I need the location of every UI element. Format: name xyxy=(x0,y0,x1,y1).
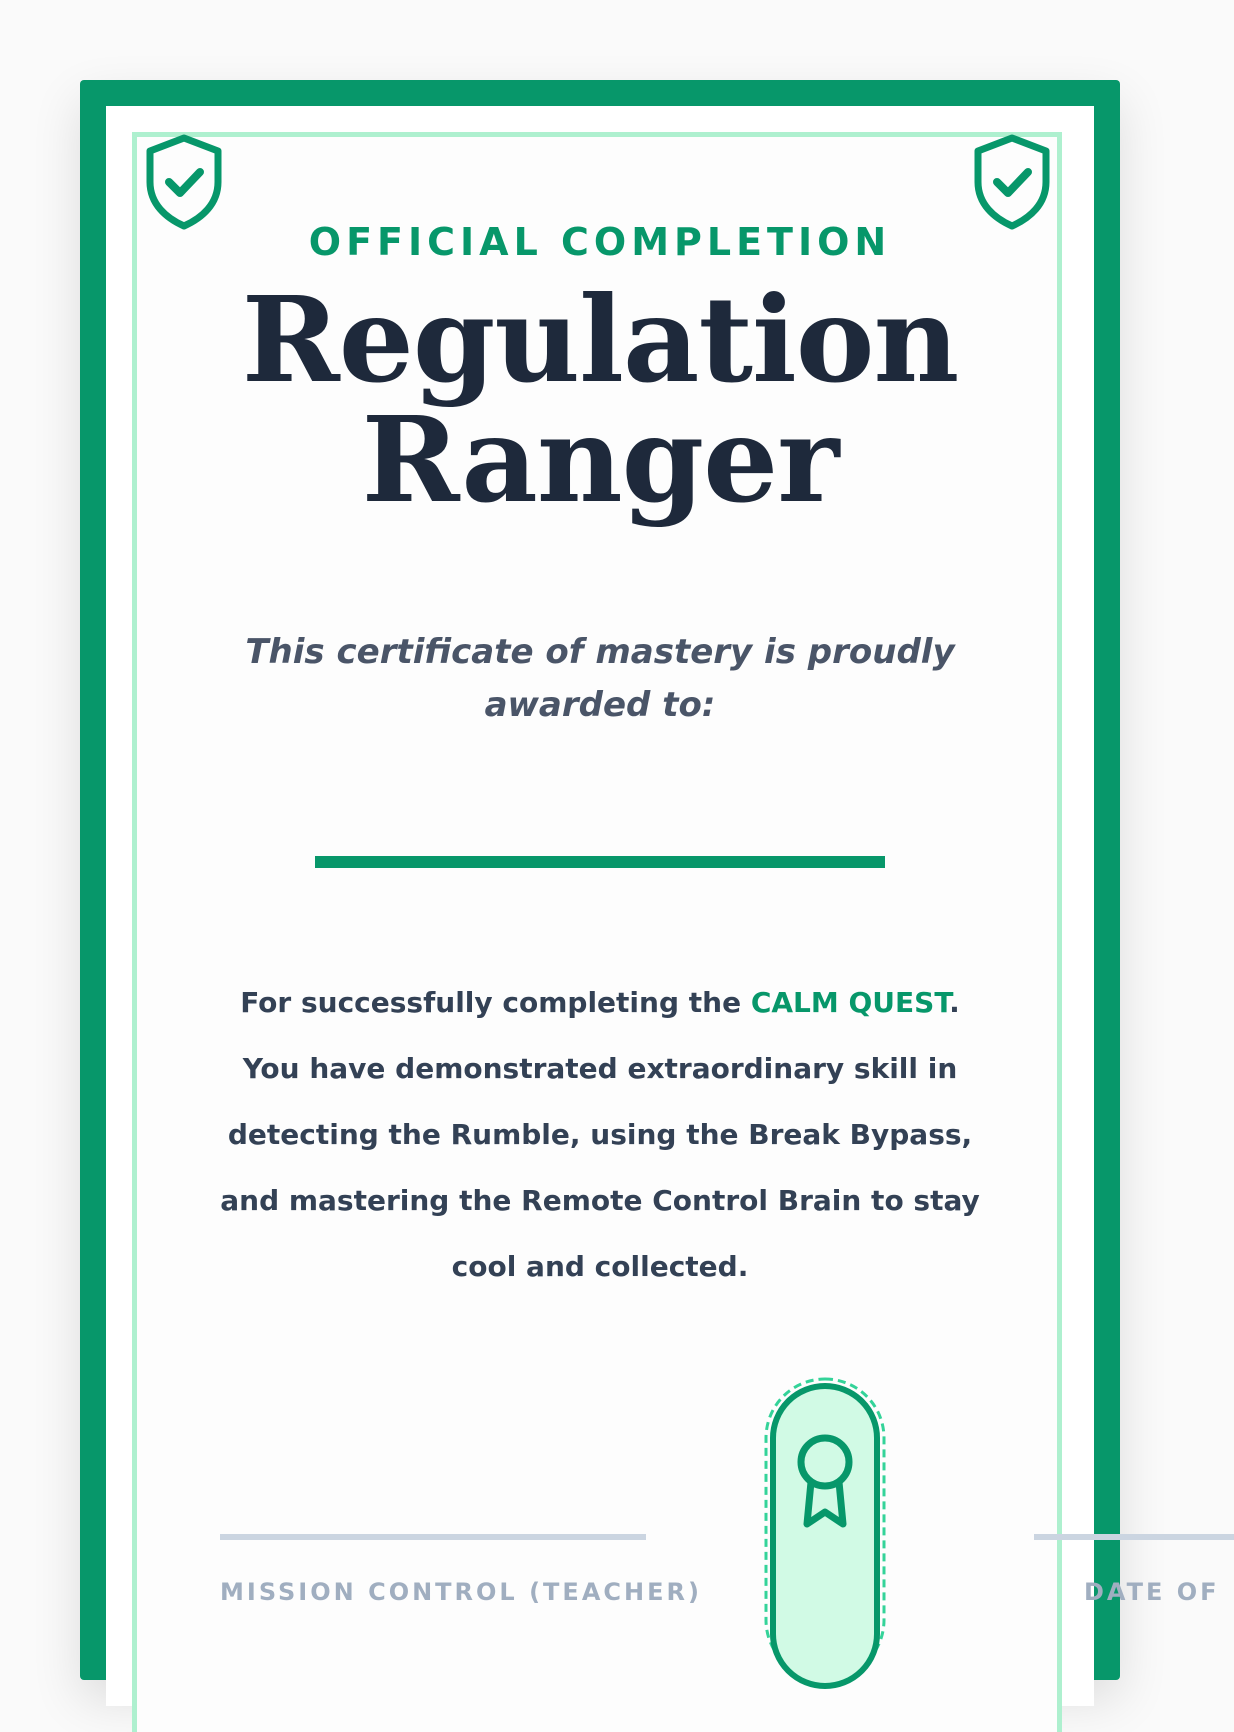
certificate-border xyxy=(80,80,1120,1680)
shield-check-icon xyxy=(970,132,1054,232)
quest-name: CALM QUEST xyxy=(750,986,950,1019)
certificate-body xyxy=(210,970,990,1300)
title-line-1: Regulation xyxy=(241,270,959,409)
certificate-eyebrow: OFFICIAL COMPLETION xyxy=(308,220,892,264)
award-ribbon-icon xyxy=(763,1376,887,1676)
shield-check-icon xyxy=(142,132,226,232)
date-signature-line xyxy=(1034,1534,1234,1540)
body-suffix: . You have demonstrated extraordinary skill in detecting the Rumble, using the Break Bypass, and mastering the Remote Control Brain to stay cool and collected. xyxy=(220,986,980,1283)
title-line-2: Ranger xyxy=(361,390,839,529)
certificate-title xyxy=(80,270,1120,529)
teacher-signature-line xyxy=(220,1534,646,1540)
recipient-name-line xyxy=(315,856,885,868)
date-signature-label: DATE OF xyxy=(1084,1578,1220,1606)
teacher-signature-label: MISSION CONTROL (TEACHER) xyxy=(220,1578,702,1606)
body-prefix: For successfully completing the xyxy=(240,986,751,1019)
certificate-subtitle: This certificate of mastery is proudly awarded to: xyxy=(245,632,955,725)
